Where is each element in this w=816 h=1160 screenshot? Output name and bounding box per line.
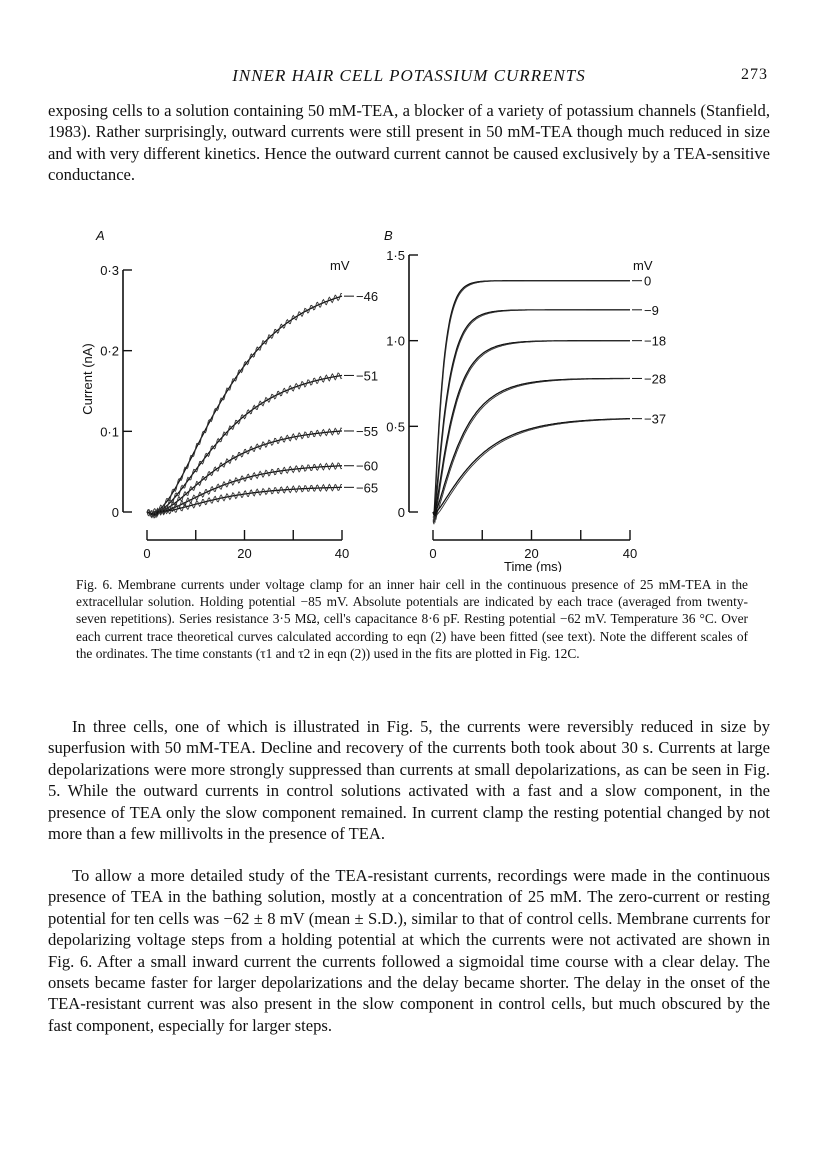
figure-6-plots [48, 222, 770, 572]
panel-a-label: A [96, 228, 105, 243]
trace-voltage-label: −51 [356, 368, 379, 384]
trace-voltage-label: 0 [644, 273, 652, 289]
x-tick-label: 20 [524, 546, 539, 561]
panel-b-traces [433, 274, 666, 525]
fitted-curve [433, 378, 630, 514]
panel-a-ylabel: Current (nA) [80, 343, 95, 415]
trace-voltage-label: −60 [356, 458, 379, 474]
fitted-curve [147, 466, 342, 516]
y-tick-label: 1·5 [386, 248, 405, 263]
y-tick-label: 0·3 [100, 263, 119, 278]
x-tick-label: 20 [237, 546, 252, 561]
current-trace [433, 281, 630, 525]
paragraph-1: exposing cells to a solution containing 50 mM-TEA, a blocker of a variety of potassium channels (Stanfield, 1983). Rather surprisingly, outward currents were still present in 50 mM-TEA though much reduced in size and with very different kinetics. Hence the outward current cannot be caused exclusively by a TEA-sensitive conductance. [48, 101, 770, 185]
current-trace [147, 293, 342, 517]
current-trace [433, 341, 630, 522]
panel-a-y-ticks [100, 263, 132, 520]
y-tick-label: 0·5 [386, 419, 405, 435]
panel-a-traces [147, 289, 378, 518]
running-title: INNER HAIR CELL POTASSIUM CURRENTS [232, 66, 586, 85]
paragraph-3: To allow a more detailed study of the TEA-resistant currents, recordings were made in the continuous presence of TEA in the bathing solution, mostly at a concentration of 25 mM. The zero-current or resting potential for ten cells was −62 ± 8 mV (mean ± S.D.), similar to that of control cells. Membrane currents for depolarizing voltage steps from a holding potential at which the currents were not activated are shown in Fig. 6. After a small inward current the currents followed a sigmoidal time course with a clear delay. The onsets became faster for larger depolarizations and the delay became shorter. The delay in the onset of the TEA-resistant current was also present in the slow component in control cells, but much obscured by the fast component, especially for larger steps. [48, 866, 770, 1035]
paragraph-2: In three cells, one of which is illustrated in Fig. 5, the currents were reversibly reduced in size by superfusion with 50 mM-TEA. Decline and recovery of the currents both took about 30 s. Currents at large depolarizations were more strongly suppressed than currents at small depolarizations, as can be seen in Fig. 5. While the outward currents in control solutions activated with a fast and a slow component, in the presence of TEA only the slow component remained. In current clamp the resting potential changed by not more than a few millivolts in the presence of TEA. [48, 717, 770, 844]
fitted-curve [147, 431, 342, 515]
x-tick-label: 40 [622, 546, 638, 561]
panel-b-plot [386, 248, 666, 561]
figure-caption: Fig. 6. Membrane currents under voltage clamp for an inner hair cell in the continuous presence of 25 mM-TEA in the extracellular solution. Holding potential −85 mV. Absolute potentials are indicated by each trace (averaged from twenty-seven repetitions). Series resistance 3·5 MΩ, cell's capacitance 8·6 pF. Resting potential −62 mV. Temperature 36 °C. Over each current trace theoretical curves calculated according to eqn (2) have been fitted (see text). Note the different scales of the ordinates. The time constants (τ1 and τ2 in eqn (2)) used in the fits are plotted in Fig. 12C. [76, 577, 748, 661]
page-header [48, 66, 770, 90]
x-tick-label: 0 [143, 546, 151, 561]
page-number: 273 [741, 66, 768, 83]
panel-b-y-ticks [386, 248, 418, 520]
y-tick-label: 0·2 [100, 343, 119, 359]
panel-b-x-ticks [429, 530, 637, 561]
trace-voltage-label: −18 [644, 333, 667, 349]
x-tick-label: 0 [429, 546, 437, 561]
panel-b-mv-label: mV [633, 258, 653, 273]
panel-b-xlabel: Time (ms) [503, 559, 563, 572]
y-tick-label: 0·1 [100, 424, 119, 440]
panel-a-x-ticks [143, 530, 349, 561]
y-tick-label: 0 [111, 505, 119, 520]
panel-a-plot [100, 263, 378, 561]
x-tick-label: 40 [334, 546, 350, 561]
fitted-curve [147, 296, 342, 515]
current-trace [433, 379, 630, 520]
y-tick-label: 0 [397, 505, 405, 520]
fitted-curve [433, 281, 630, 516]
y-tick-label: 1·0 [386, 333, 405, 349]
figure-6 [48, 222, 770, 572]
trace-voltage-label: −28 [644, 371, 667, 387]
fitted-curve [433, 419, 630, 516]
trace-voltage-label: −9 [644, 302, 659, 318]
trace-voltage-label: −37 [644, 411, 667, 427]
panel-b-label: B [384, 228, 393, 243]
trace-voltage-label: −55 [356, 423, 379, 439]
trace-voltage-label: −46 [356, 289, 379, 305]
panel-a-mv-label: mV [330, 258, 350, 273]
trace-voltage-label: −65 [356, 480, 379, 496]
